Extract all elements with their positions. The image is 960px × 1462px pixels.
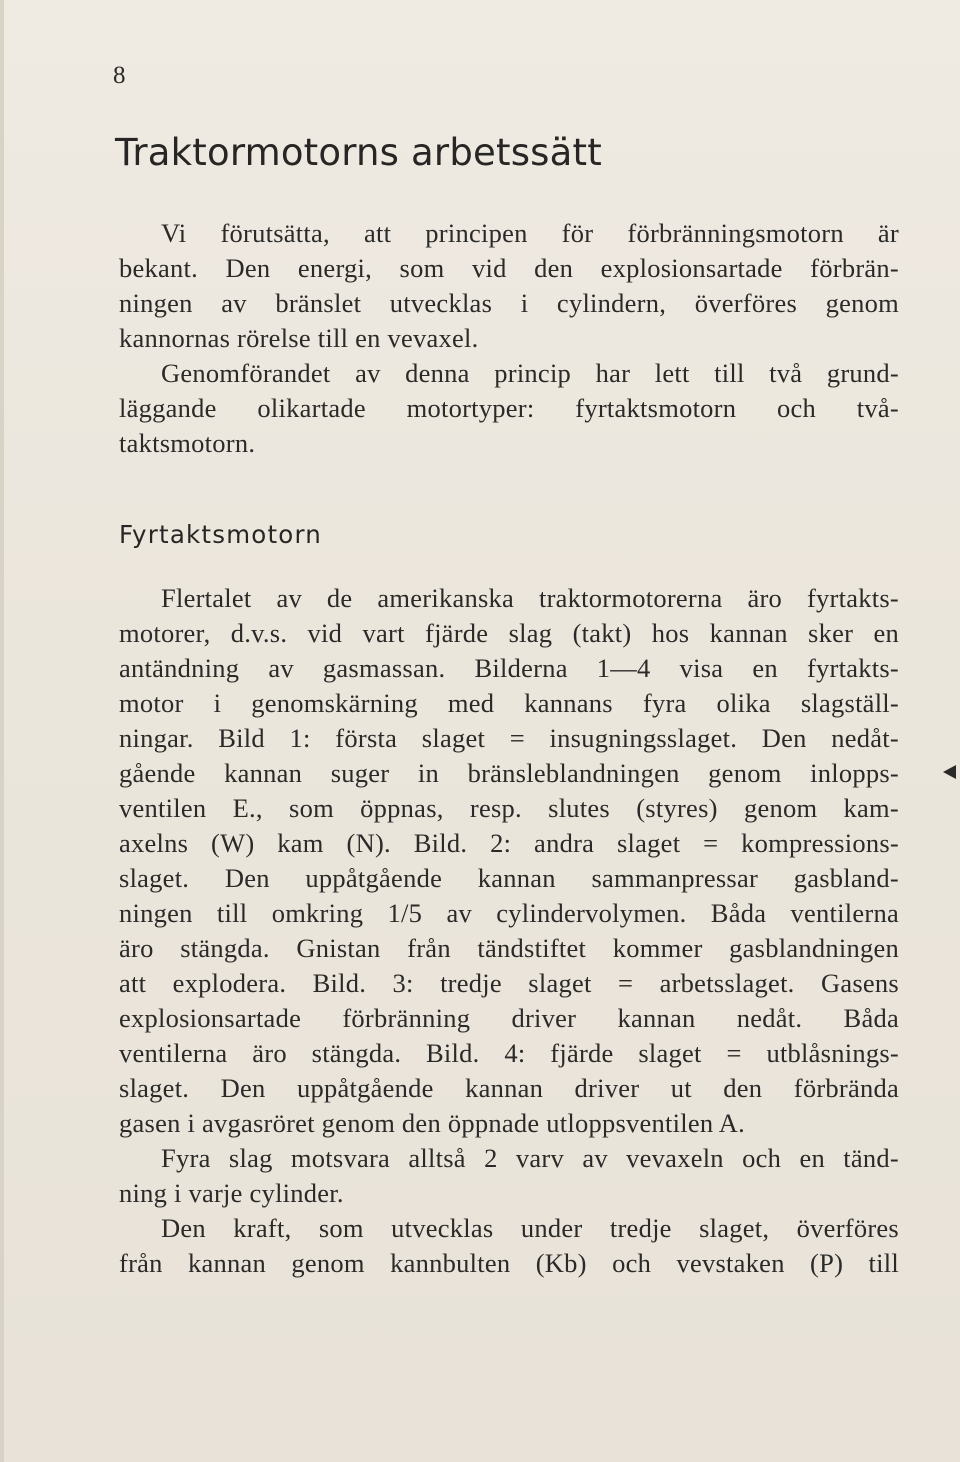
text-line: Vi förutsätta, att principen för förbränningsmotorn är: [161, 218, 899, 248]
text-line: Flertalet av de amerikanska traktormotorerna äro fyrtakts-: [161, 583, 899, 613]
text-line: att explodera. Bild. 3: tredje slaget = arbetsslaget. Gasens: [119, 968, 899, 998]
text-line: axelns (W) kam (N). Bild. 2: andra slaget = kompressions-: [119, 828, 899, 858]
intro-paragraphs: [119, 216, 899, 461]
text-line: ningen till omkring 1/5 av cylindervolymen. Båda ventilerna: [119, 898, 899, 928]
text-line: läggande olikartade motortyper: fyrtaktsmotorn och två-: [119, 393, 899, 423]
text-line: ventilerna äro stängda. Bild. 4: fjärde slaget = utblåsnings-: [119, 1038, 899, 1068]
text-line: från kannan genom kannbulten (Kb) och vevstaken (P) till: [119, 1248, 899, 1278]
text-line: äro stängda. Gnistan från tändstiftet kommer gasblandningen: [119, 933, 899, 963]
four-stroke-paragraphs: [119, 581, 899, 1281]
text-line: ningar. Bild 1: första slaget = insugningsslaget. Den nedåt-: [119, 723, 899, 753]
text-line: slaget. Den uppåtgående kannan driver ut den förbrända: [119, 1073, 899, 1103]
text-line: motorer, d.v.s. vid vart fjärde slag (takt) hos kannan sker en: [119, 618, 899, 648]
text-line: Genomförandet av denna princip har lett till två grund-: [161, 358, 899, 388]
text-line: gående kannan suger in bränsleblandningen genom inlopps-: [119, 758, 899, 788]
text-line: Den kraft, som utvecklas under tredje slaget, överföres: [161, 1213, 899, 1243]
text-line: gasen i avgasröret genom den öppnade utloppsventilen A.: [119, 1108, 746, 1138]
section-title: Fyrtaktsmotorn: [119, 520, 323, 549]
text-line: kannornas rörelse till en vevaxel.: [119, 323, 479, 353]
text-line: ventilen E., som öppnas, resp. slutes (styres) genom kam-: [119, 793, 899, 823]
chapter-title: Traktormotorns arbetssätt: [115, 131, 602, 174]
page-edge: [0, 0, 4, 1462]
text-line: ning i varje cylinder.: [119, 1178, 344, 1208]
page-number: 8: [113, 62, 126, 89]
text-line: Fyra slag motsvara alltså 2 varv av vevaxeln och en tänd-: [161, 1143, 899, 1173]
text-line: motor i genomskärning med kannans fyra olika slagställ-: [119, 688, 899, 718]
text-line: taktsmotorn.: [119, 428, 256, 458]
text-line: slaget. Den uppåtgående kannan sammanpressar gasbland-: [119, 863, 899, 893]
text-line: antändning av gasmassan. Bilderna 1—4 visa en fyrtakts-: [119, 653, 899, 683]
text-line: bekant. Den energi, som vid den explosionsartade förbrän-: [119, 253, 899, 283]
text-line: explosionsartade förbränning driver kannan nedåt. Båda: [119, 1003, 899, 1033]
text-line: ningen av bränslet utvecklas i cylindern, överföres genom: [119, 288, 899, 318]
margin-arrow-icon: [943, 765, 956, 779]
